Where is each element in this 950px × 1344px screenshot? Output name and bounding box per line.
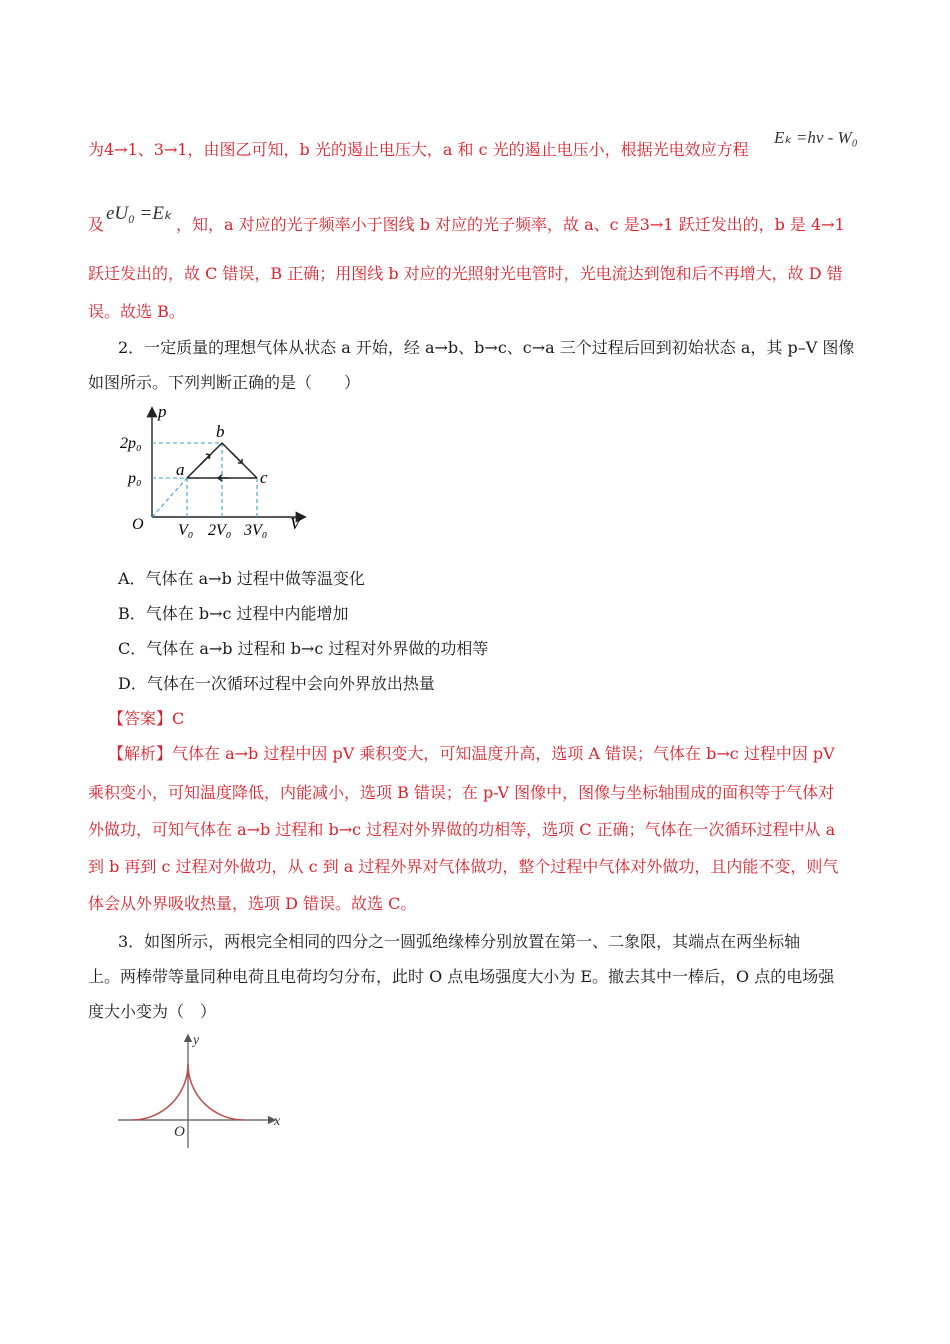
q1-analysis-line-2-prefix: 及 [88,215,105,234]
q1-analysis-line-4: 误。故选 B。 [88,302,185,321]
q2-analysis-line-5: 体会从外界吸收热量，选项 D 错误。故选 C。 [88,894,417,913]
q2-stem-line-2: 如图所示。下列判断正确的是（ ） [88,373,361,392]
q2-option-c: C．气体在 a→b 过程和 b→c 过程对外界做的功相等 [118,639,489,658]
v-axis-label: V [290,514,301,533]
arrow-c-a [218,475,228,481]
q2-analysis-line-2: 乘积变小，可知温度降低，内能减小，选项 B 错误；在 p-V 图像中，图像与坐标轴围成的面积等于气体对 [88,783,835,802]
arrow-b-c [231,452,242,463]
arc-rods-diagram [116,1032,286,1152]
tick-p0: p₀ [128,470,142,487]
q2-option-d: D．气体在一次循环过程中会向外界放出热量 [118,674,435,693]
q2-answer: 【答案】C [108,709,185,728]
arrow-a-b [200,454,210,465]
q1-analysis-line-2: ，知，a 对应的光子频率小于图线 b 对应的光子频率，故 a、c 是3→1 跃迁发出的，b 是 4→1 [176,215,845,234]
y-axis-label: y [193,1033,200,1048]
tick-2p0: 2p₀ [120,435,142,452]
p-axis-label: p [158,405,167,421]
q3-stem-line-2: 上。两棒带等量同种电荷且电荷均匀分布，此时 O 点电场强度大小为 E。撤去其中一棒后，O 点的电场强 [88,967,835,986]
point-b-label: b [216,422,225,441]
point-c-label: c [260,468,268,487]
origin-label: O [132,516,144,533]
formula-stopping-voltage: eU₀ =Eₖ [106,203,173,224]
arc-rod-second-quadrant [132,1064,188,1120]
arc-rod-first-quadrant [188,1064,244,1120]
pv-diagram [118,405,308,545]
q2-stem-line-1: 2．一定质量的理想气体从状态 a 开始，经 a→b、b→c、c→a 三个过程后回到初始状态 a，其 p–V 图像 [118,338,855,357]
tick-v0: V₀ [178,522,194,539]
q2-analysis-line-3: 外做功，可知气体在 a→b 过程和 b→c 过程对外界做的功相等，选项 C 正确；气体在一次循环过程中从 a [88,820,836,839]
formula-photoelectric: Eₖ =hν - W₀ [774,128,858,147]
q3-stem-line-3: 度大小变为（ ） [88,1002,217,1021]
x-axis-label: x [274,1114,281,1129]
q1-analysis-line-1: 为4→1、3→1，由图乙可知，b 光的遏止电压大，a 和 c 光的遏止电压小，根据光电效应方程 [88,140,749,159]
tick-2v0: 2V₀ [208,522,232,539]
q3-stem-line-1: 3．如图所示，两根完全相同的四分之一圆弧绝缘棒分别放置在第一、二象限，其端点在两坐标轴 [118,932,801,951]
tick-3v0: 3V₀ [244,522,268,539]
q1-analysis-line-3: 跃迁发出的，故 C 错误，B 正确；用图线 b 对应的光照射光电管时，光电流达到饱和后不再增大，故 D 错 [88,264,843,283]
q2-analysis-line-4: 到 b 再到 c 过程对外做功，从 c 到 a 过程外界对气体做功，整个过程中气体对外做功，且内能不变，则气 [88,857,839,876]
q2-option-a: A．气体在 a→b 过程中做等温变化 [118,569,365,588]
q2-analysis-line-1: 【解析】气体在 a→b 过程中因 pV 乘积变大，可知温度升高，选项 A 错误；气体在 b→c 过程中因 pV [108,744,835,763]
q2-option-b: B．气体在 b→c 过程中内能增加 [118,604,349,623]
origin-label: O [174,1124,185,1140]
point-a-label: a [176,460,185,479]
